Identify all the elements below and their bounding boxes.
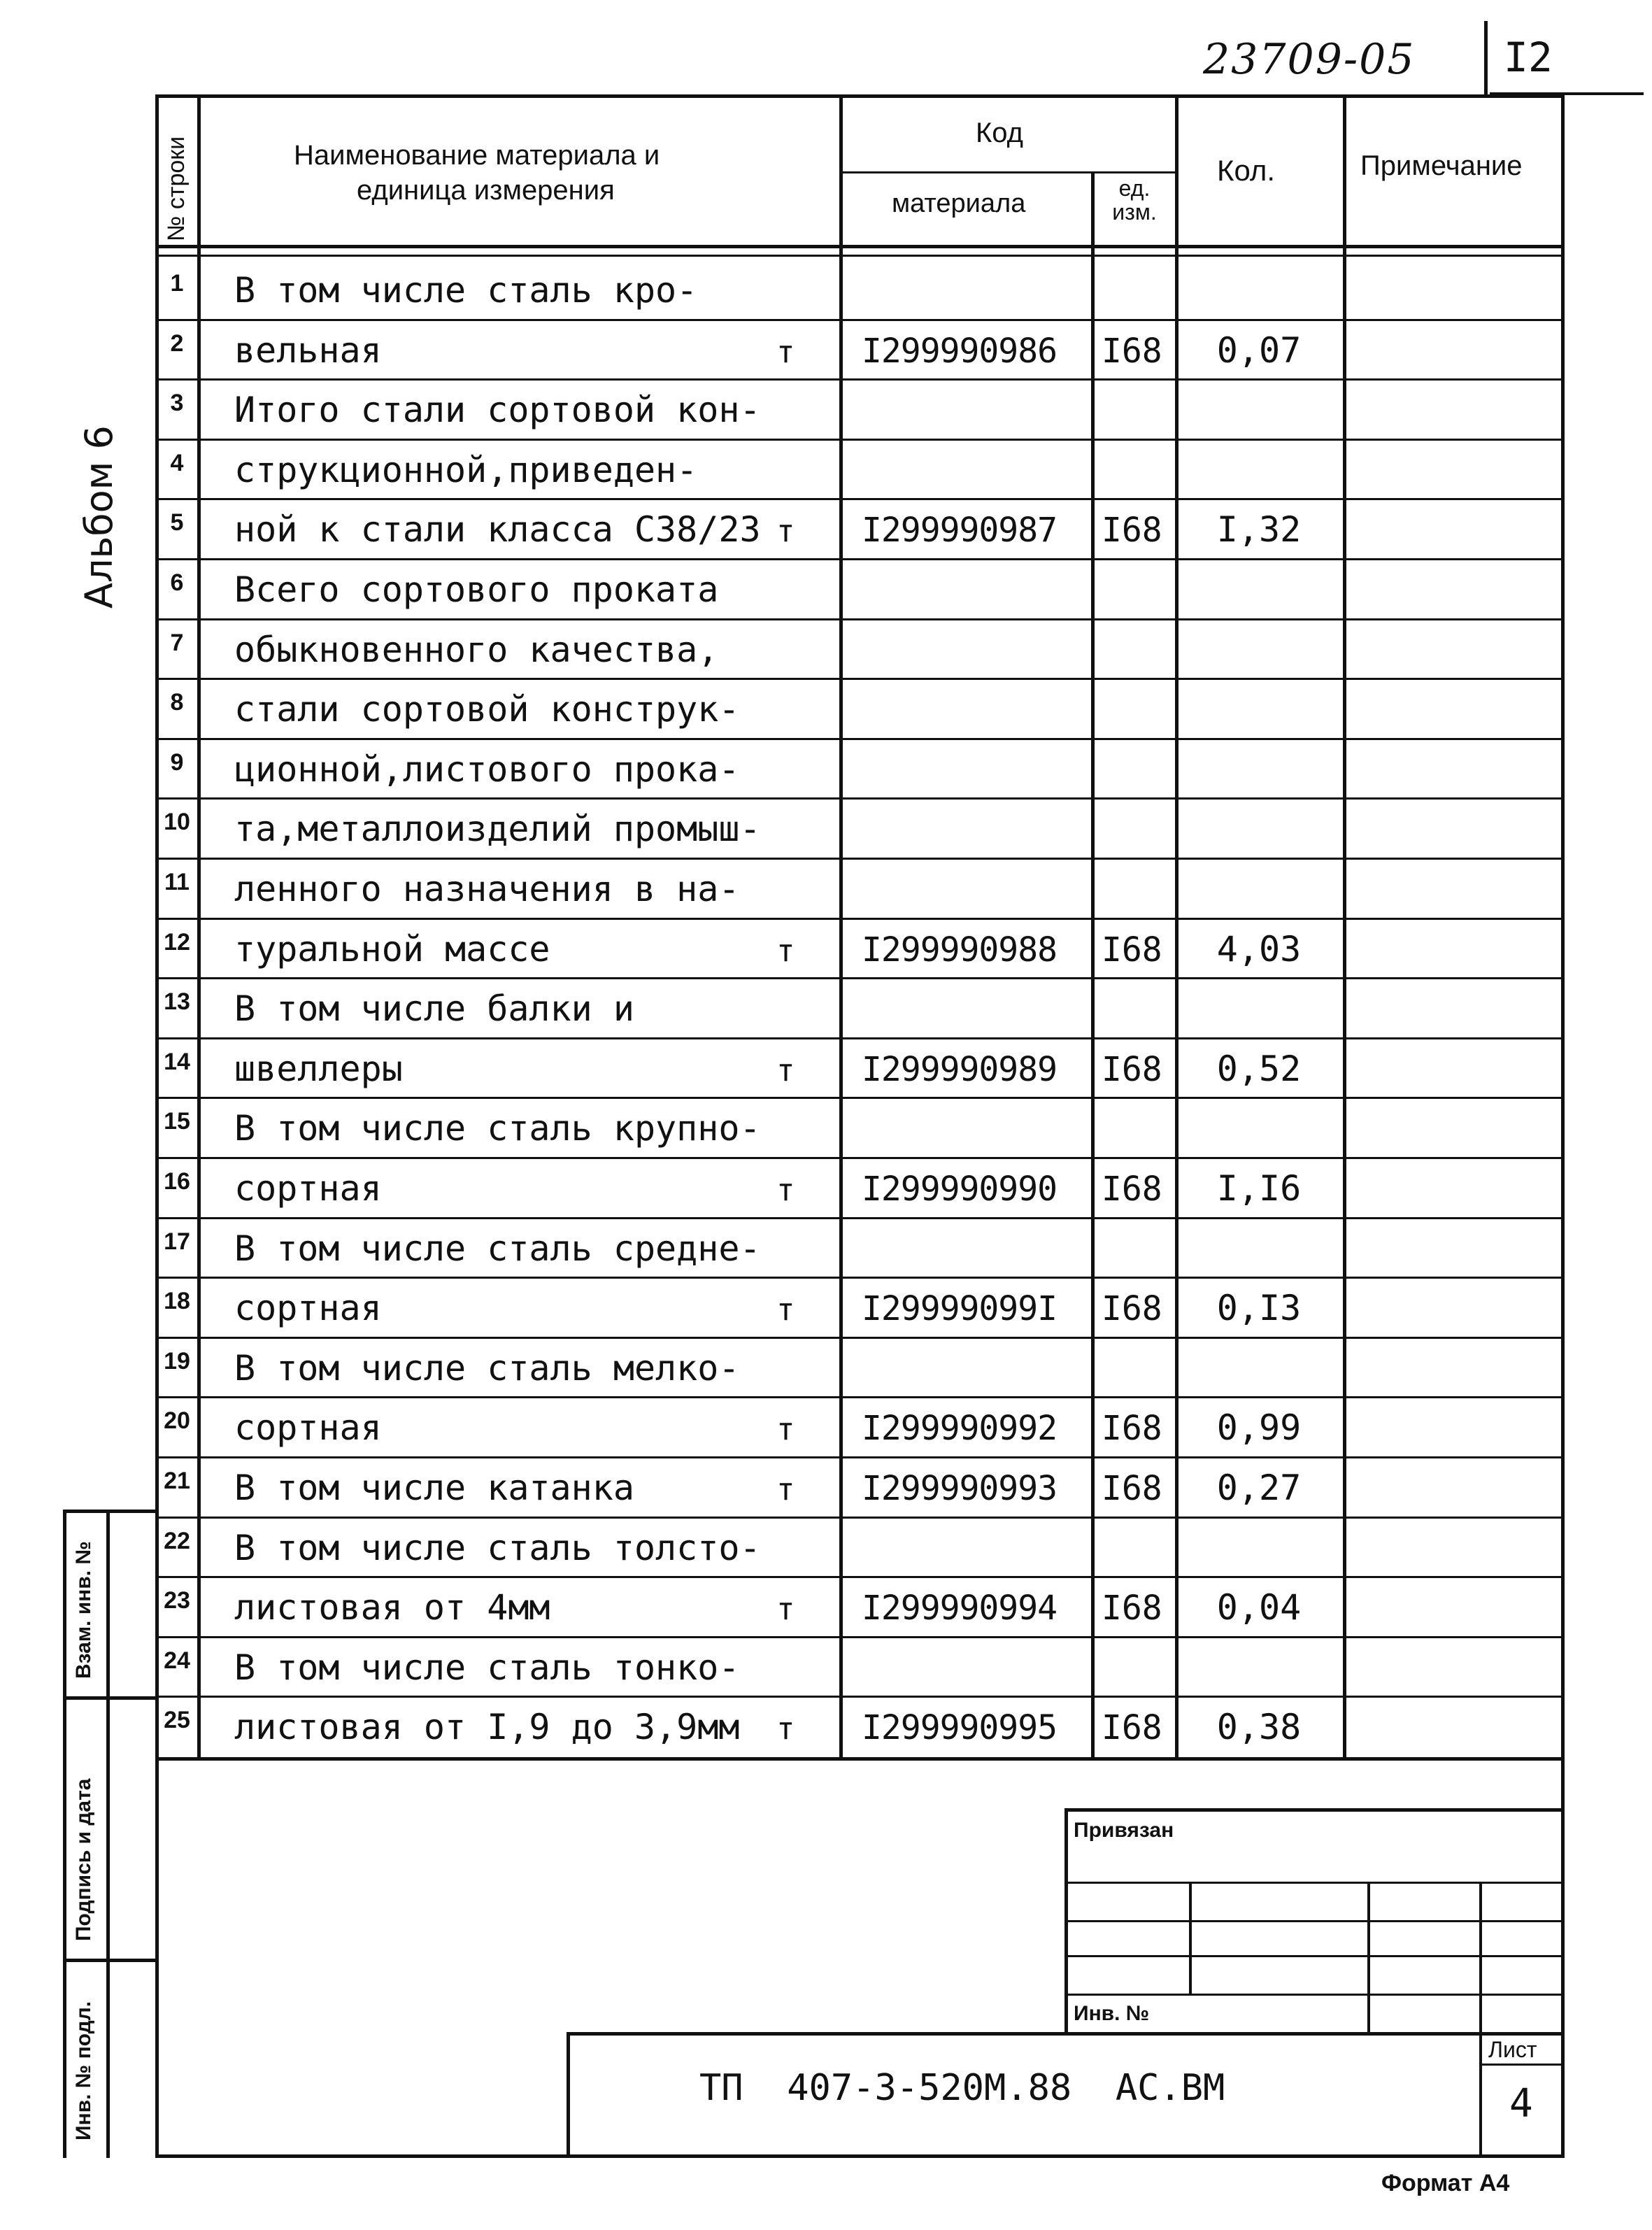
row-number: 9 <box>170 748 184 776</box>
code-subheader-line <box>839 171 1175 173</box>
row-qty: 4,03 <box>1216 928 1302 970</box>
row-unit-code: I68 <box>1102 1170 1162 1209</box>
header-qty: Кол. <box>1217 154 1276 187</box>
row-number: 16 <box>164 1168 190 1195</box>
row-unit: т <box>776 1412 795 1448</box>
row-qty: 0,I3 <box>1216 1288 1302 1329</box>
row-qty: I,32 <box>1216 509 1302 551</box>
row-separator <box>155 1217 1565 1219</box>
row-separator <box>155 1337 1565 1339</box>
row-unit: т <box>776 1472 795 1507</box>
row-number: 23 <box>164 1587 190 1614</box>
row-number: 24 <box>164 1647 190 1674</box>
row-separator <box>155 918 1565 920</box>
code-col-left <box>839 94 843 1759</box>
page-number: I2 <box>1504 34 1553 81</box>
row-qty: I,I6 <box>1216 1168 1302 1209</box>
row-number: 19 <box>164 1347 190 1375</box>
row-unit: т <box>776 1711 795 1747</box>
row-unit: т <box>776 932 795 969</box>
frame-left <box>155 94 159 2158</box>
code-unit-col-left <box>1091 171 1095 1759</box>
row-number: 11 <box>164 869 190 895</box>
tb-sheet-label: Лист <box>1488 2037 1537 2062</box>
row-name: ленного назначения в на- <box>234 869 740 909</box>
row-separator <box>155 977 1565 979</box>
row-separator <box>155 738 1565 740</box>
row-code: I29999099I <box>862 1289 1057 1329</box>
row-separator <box>155 1576 1565 1578</box>
row-number: 22 <box>164 1527 190 1554</box>
row-name: Итого стали сортовой кон- <box>234 390 761 431</box>
row-number: 13 <box>164 988 190 1016</box>
tb-row2 <box>1064 1920 1565 1922</box>
row-unit-code: I68 <box>1102 930 1162 970</box>
stamp-top <box>63 1510 157 1513</box>
row-number: 5 <box>170 509 184 537</box>
header-name-line2: единица измерения <box>357 175 615 206</box>
row-name: В том числе катанка <box>234 1468 634 1508</box>
row-number: 8 <box>170 689 184 716</box>
row-name: В том числе сталь тонко- <box>234 1647 740 1688</box>
row-separator <box>155 1396 1565 1398</box>
row-unit-code: I68 <box>1102 1049 1162 1089</box>
row-qty: 0,04 <box>1216 1587 1302 1628</box>
stamp-left <box>63 1510 66 2158</box>
row-code: I299990995 <box>862 1708 1057 1748</box>
row-separator <box>155 1277 1565 1279</box>
row-name: струкционной,приведен- <box>234 449 698 490</box>
header-row-no: № строки <box>163 136 190 241</box>
row-separator <box>155 1097 1565 1099</box>
tb-desig-left <box>567 2032 570 2158</box>
row-name: швеллеры <box>234 1048 403 1089</box>
row-qty: 0,38 <box>1216 1707 1302 1748</box>
album-label: Альбом 6 <box>77 425 121 609</box>
row-name: В том числе сталь крупно- <box>234 1108 761 1149</box>
row-number: 2 <box>170 329 184 357</box>
tb-col3 <box>1479 1882 1482 2154</box>
page-number-divider <box>1484 21 1488 94</box>
table-bottom-line <box>155 1757 1565 1761</box>
row-separator <box>155 378 1565 381</box>
row-code: I299990989 <box>862 1049 1057 1089</box>
tb-col2 <box>1367 1882 1370 2036</box>
header-name-line1: Наименование материала и <box>294 140 660 171</box>
row-name: туральной массе <box>234 928 550 970</box>
row-unit: т <box>776 513 795 550</box>
row-unit: т <box>776 1292 795 1328</box>
stamp-vzam: Взам. инв. № <box>72 1541 95 1679</box>
row-number: 18 <box>164 1288 190 1315</box>
row-name: В том числе сталь кро- <box>234 270 698 311</box>
row-separator <box>155 558 1565 560</box>
format-label: Формат А4 <box>1381 2170 1510 2196</box>
row-code: I299990988 <box>862 930 1057 970</box>
row-number: 21 <box>164 1468 190 1494</box>
row-separator <box>155 678 1565 680</box>
row-separator <box>155 319 1565 321</box>
tb-designation: ТП 407-3-520М.88 АС.ВМ <box>699 2067 1225 2109</box>
row-code: I299990986 <box>862 331 1057 371</box>
header-code: Код <box>976 118 1024 148</box>
row-name: стали сортовой конструк- <box>234 689 740 730</box>
tb-row3 <box>1064 1955 1565 1957</box>
tb-inv-no: Инв. № <box>1074 2002 1150 2025</box>
row-name: сортная <box>234 1168 382 1209</box>
row-qty: 0,99 <box>1216 1407 1302 1449</box>
row-qty: 0,27 <box>1216 1468 1302 1508</box>
row-separator <box>155 1517 1565 1519</box>
stamp-div1 <box>63 1696 157 1700</box>
row-number: 6 <box>170 569 184 596</box>
doc-number: 23709-05 <box>1203 35 1416 84</box>
row-unit: т <box>776 1052 795 1088</box>
row-name: листовая от 4мм <box>234 1587 550 1628</box>
row-unit: т <box>776 334 795 370</box>
row-unit-code: I68 <box>1102 1289 1162 1329</box>
stamp-mid <box>106 1510 110 2158</box>
row-name: ционной,листового прока- <box>234 748 740 790</box>
row-number: 14 <box>164 1048 190 1075</box>
row-separator <box>155 797 1565 800</box>
header-bottom-line-2 <box>155 255 1565 257</box>
row-number: 25 <box>164 1707 190 1734</box>
header-code-unit: ед. изм. <box>1112 176 1157 225</box>
stamp-div2 <box>63 1959 157 1962</box>
row-name: ной к стали класса С38/23 <box>234 509 761 551</box>
row-separator <box>155 1636 1565 1638</box>
row-code: I299990990 <box>862 1170 1057 1209</box>
frame-bottom <box>155 2154 1565 2158</box>
row-name: В том числе сталь мелко- <box>234 1347 740 1389</box>
row-unit: т <box>776 1591 795 1628</box>
row-number: 15 <box>164 1108 190 1135</box>
row-name: В том числе сталь толсто- <box>234 1527 761 1568</box>
row-number: 10 <box>164 809 190 836</box>
row-number: 12 <box>164 928 190 956</box>
row-code: I299990993 <box>862 1469 1057 1508</box>
row-separator <box>155 1696 1565 1698</box>
row-code: I299990994 <box>862 1589 1057 1628</box>
tb-sheet-divider <box>1479 2064 1565 2066</box>
row-number: 1 <box>170 270 184 297</box>
row-unit-code: I68 <box>1102 1409 1162 1449</box>
row-code: I299990987 <box>862 511 1057 551</box>
row-qty: 0,07 <box>1216 329 1302 371</box>
row-qty: 0,52 <box>1216 1048 1302 1089</box>
stamp-inv-podl: Инв. № подл. <box>72 2001 95 2140</box>
rowno-col-line <box>197 94 201 1759</box>
tb-sheet-number: 4 <box>1509 2081 1533 2126</box>
row-separator <box>155 618 1565 620</box>
row-separator <box>155 1456 1565 1458</box>
row-name: та,металлоизделий промыш- <box>234 809 761 850</box>
row-separator <box>155 498 1565 500</box>
row-unit-code: I68 <box>1102 1708 1162 1748</box>
row-name: В том числе сталь средне- <box>234 1228 761 1269</box>
frame-right <box>1561 94 1565 2158</box>
row-number: 17 <box>164 1228 190 1255</box>
header-bottom-line <box>155 245 1565 248</box>
row-name: обыкновенного качества, <box>234 629 719 670</box>
row-separator <box>155 858 1565 860</box>
row-number: 4 <box>170 449 184 476</box>
tb-row4 <box>1064 1994 1565 1996</box>
row-unit-code: I68 <box>1102 331 1162 371</box>
row-code: I299990992 <box>862 1409 1057 1449</box>
row-number: 7 <box>170 629 184 656</box>
row-name: листовая от I,9 до 3,9мм <box>234 1707 740 1748</box>
row-name: Всего сортового проката <box>234 569 719 610</box>
row-number: 3 <box>170 390 184 417</box>
row-unit-code: I68 <box>1102 1469 1162 1508</box>
row-name: В том числе балки и <box>234 988 634 1030</box>
tb-col1 <box>1189 1882 1192 1994</box>
row-unit-code: I68 <box>1102 1589 1162 1628</box>
row-name: сортная <box>234 1407 382 1449</box>
row-unit: т <box>776 1172 795 1208</box>
note-col-left <box>1343 94 1346 1759</box>
stamp-podpis: Подпись и дата <box>72 1778 95 1941</box>
tb-privyazan: Привязан <box>1074 1819 1174 1842</box>
row-separator <box>155 1157 1565 1159</box>
tb-row1 <box>1064 1882 1565 1884</box>
row-name: вельная <box>234 329 382 371</box>
row-separator <box>155 439 1565 441</box>
row-number: 20 <box>164 1407 190 1435</box>
frame-top <box>155 94 1565 98</box>
header-code-material: материала <box>892 189 1026 218</box>
tb-top <box>1064 1808 1565 1812</box>
row-separator <box>155 1037 1565 1039</box>
header-note: Примечание <box>1360 150 1523 181</box>
row-name: сортная <box>234 1288 382 1329</box>
row-unit-code: I68 <box>1102 511 1162 551</box>
tb-desig-top <box>567 2032 1565 2036</box>
